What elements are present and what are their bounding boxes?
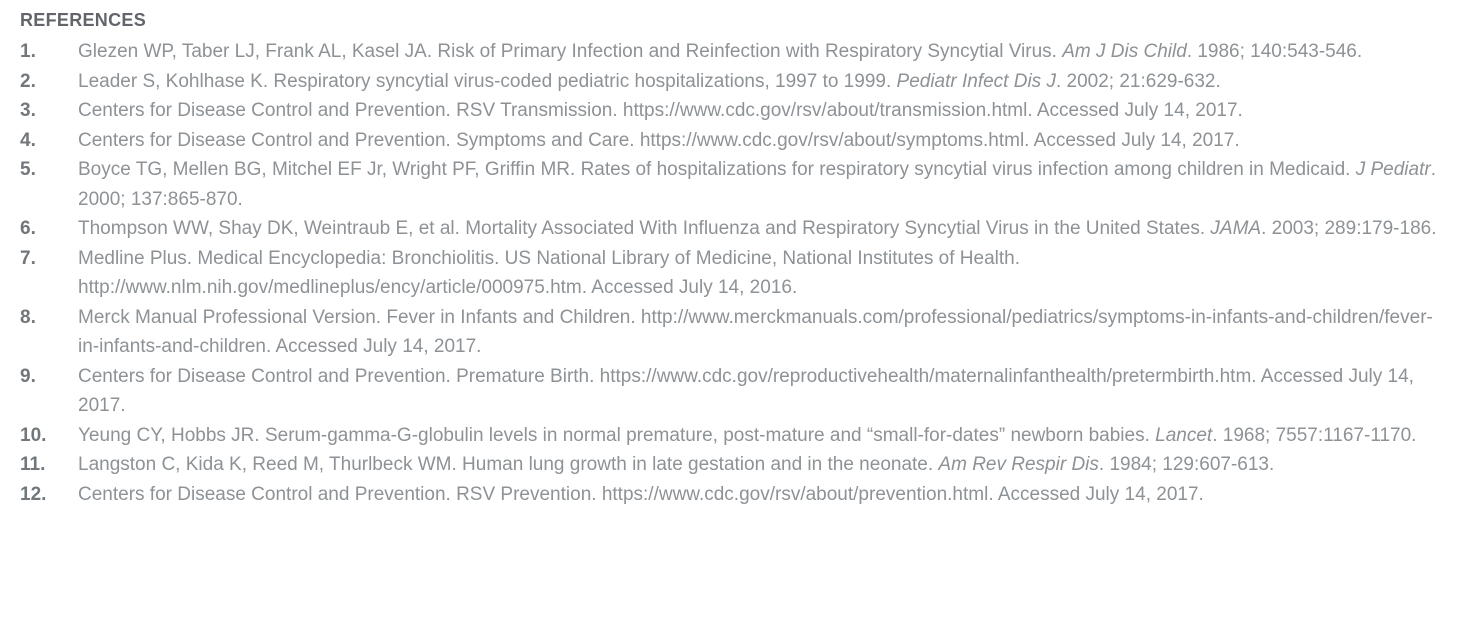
references-list [20,37,1444,509]
reference-item [20,244,1444,303]
reference-text-segment: Centers for Disease Control and Prevention. RSV Prevention. https://www.cdc.gov/rsv/about/prevention.html. Accessed July 14, 2017. [78,483,1204,505]
reference-number: 6. [20,218,36,239]
reference-item [20,126,1444,156]
reference-text [78,484,1204,505]
reference-text-segment: . 1986; 140:543-546. [1186,41,1363,62]
reference-text-segment: . 2000; 137:865-870. [78,159,1436,210]
reference-number: 7. [20,247,36,269]
reference-item [20,450,1444,480]
reference-item [20,37,1444,67]
reference-journal-name: Am Rev Respir Dis [938,454,1099,475]
reference-number: 10. [20,424,47,446]
reference-text [78,130,1240,151]
reference-text-segment: . 2002; 21:629-632. [1055,70,1221,92]
reference-text [78,425,1416,446]
reference-number: 8. [20,306,36,328]
reference-text-segment: Merck Manual Professional Version. Fever in Infants and Children. http://www.merckmanuals.com/professional/pediatrics/symptoms-in-infants-and-children/fever-in-infants-and-children. Accessed July 14, 2017. [78,306,1433,357]
reference-journal-name: Am J Dis Child [1062,41,1187,62]
reference-text-segment: . 1968; 7557:1167-1170. [1212,424,1417,446]
reference-text [78,41,1362,62]
reference-number: 12. [20,483,47,505]
reference-item [20,362,1444,421]
reference-text-segment: . 2003; 289:179-186. [1261,218,1437,239]
reference-text-segment: Leader S, Kohlhase K. Respiratory syncytial virus-coded pediatric hospitalizations, 1997 to 1999. [78,70,897,92]
reference-journal-name: Lancet [1155,424,1213,446]
reference-number: 2. [20,70,36,92]
reference-text-segment: Centers for Disease Control and Prevention. Premature Birth. https://www.cdc.gov/reproductivehealth/maternalinfanthealth/pretermbirth.htm. Accessed July 14, 2017. [78,365,1414,416]
reference-journal-name: JAMA [1210,218,1262,239]
reference-text [78,71,1221,92]
reference-item [20,303,1444,362]
reference-number: 11. [20,454,46,475]
reference-text [78,307,1433,358]
reference-text [78,159,1436,210]
reference-number: 5. [20,159,36,180]
reference-text [78,248,1020,299]
reference-text-segment: . 1984; 129:607-613. [1098,454,1275,475]
reference-text-segment: Yeung CY, Hobbs JR. Serum-gamma-G-globulin levels in normal premature, post-mature and “small-for-dates” newborn babies. [78,424,1156,446]
reference-text [78,366,1414,417]
reference-number: 4. [20,129,36,151]
reference-text [78,454,1274,475]
reference-item [20,96,1444,126]
reference-text-segment: Medline Plus. Medical Encyclopedia: Bronchiolitis. US National Library of Medicine, National Institutes of Health. http://www.nlm.nih.gov/medlineplus/ency/article/000975.htm. Accessed July 14, 2016. [78,247,1021,298]
reference-text-segment: Centers for Disease Control and Prevention. RSV Transmission. https://www.cdc.gov/rsv/about/transmission.html. Accessed July 14, 2017. [78,100,1243,121]
reference-item [20,155,1444,214]
reference-text-segment: Glezen WP, Taber LJ, Frank AL, Kasel JA. Risk of Primary Infection and Reinfection with Respiratory Syncytial Virus. [78,41,1063,62]
reference-number: 9. [20,365,36,387]
reference-text-segment: Langston C, Kida K, Reed M, Thurlbeck WM. Human lung growth in late gestation and in the neonate. [78,454,939,475]
reference-number: 3. [20,100,36,121]
reference-text-segment: Boyce TG, Mellen BG, Mitchel EF Jr, Wright PF, Griffin MR. Rates of hospitalizations for respiratory syncytial virus infection among children in Medicaid. [78,159,1356,180]
reference-item [20,67,1444,97]
reference-number: 1. [20,41,36,62]
reference-text-segment: Centers for Disease Control and Prevention. Symptoms and Care. https://www.cdc.gov/rsv/about/symptoms.html. Accessed July 14, 2017. [78,129,1240,151]
reference-item [20,480,1444,510]
reference-item [20,214,1444,244]
reference-item [20,421,1444,451]
reference-text [78,218,1436,239]
reference-text [78,100,1243,121]
reference-journal-name: Pediatr Infect Dis J [896,70,1056,92]
reference-text-segment: Thompson WW, Shay DK, Weintraub E, et al. Mortality Associated With Influenza and Respiratory Syncytial Virus in the United States. [78,218,1211,239]
reference-journal-name: J Pediatr [1355,159,1431,180]
references-heading: REFERENCES [20,10,147,30]
